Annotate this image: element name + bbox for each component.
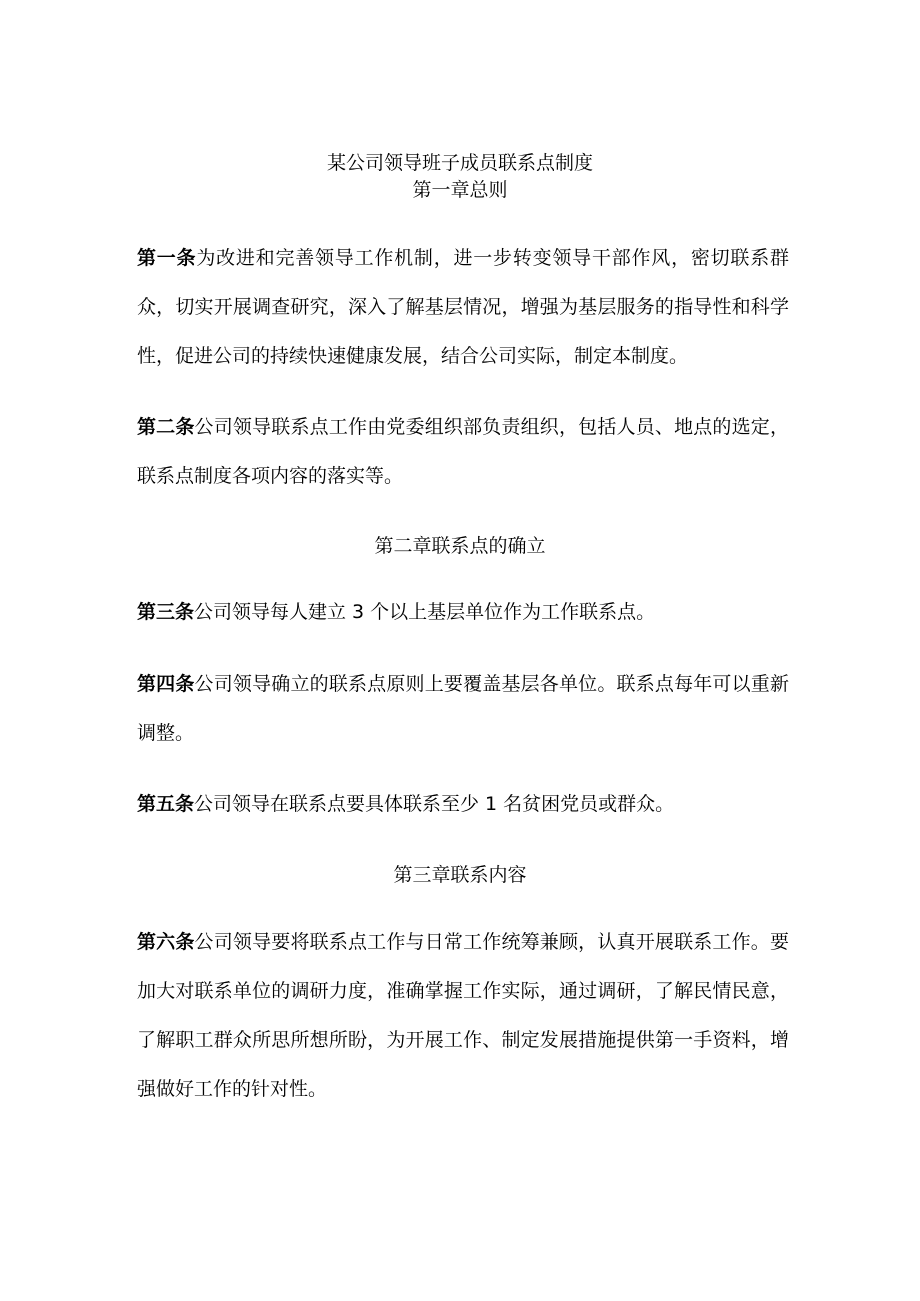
article-text: 公司领导确立的联系点原则上要覆盖基层各单位。联系点每年可以重新调整。	[137, 673, 789, 744]
document-title: 某公司领导班子成员联系点制度	[326, 152, 593, 174]
article-4	[137, 660, 789, 758]
article-text: 公司领导每人建立 3 个以上基层单位作为工作联系点。	[194, 601, 656, 623]
article-label: 第二条	[137, 416, 195, 438]
article-label: 第四条	[137, 673, 195, 695]
article-label: 第一条	[137, 247, 197, 269]
article-label: 第五条	[137, 793, 195, 815]
article-1	[137, 234, 789, 381]
article-2	[137, 403, 789, 501]
article-label: 第六条	[137, 931, 195, 953]
article-text: 为改进和完善领导工作机制，进一步转变领导干部作风，密切联系群众，切实开展调查研究，深入了解基层情况，增强为基层服务的指导性和科学性，促进公司的持续快速健康发展，结合公司实际，制定本制度。	[137, 247, 789, 367]
article-text: 公司领导要将联系点工作与日常工作统筹兼顾，认真开展联系工作。要加大对联系单位的调研力度，准确掌握工作实际，通过调研，了解民情民意，了解职工群众所思所想所盼，为开展工作、制定发展措施提供第一手资料，增强做好工作的针对性。	[137, 931, 789, 1100]
article-text: 公司领导在联系点要具体联系至少 1 名贫困党员或群众。	[194, 793, 675, 815]
article-text: 公司领导联系点工作由党委组织部负责组织，包括人员、地点的选定，联系点制度各项内容的落实等。	[137, 416, 789, 487]
article-label: 第三条	[137, 601, 195, 623]
chapter-heading: 第三章联系内容	[393, 864, 527, 886]
article-6	[137, 918, 789, 1114]
chapter-heading: 第一章总则	[412, 179, 508, 201]
article-5	[137, 780, 789, 829]
article-3	[137, 588, 789, 637]
chapter-heading: 第二章联系点的确立	[374, 535, 546, 557]
